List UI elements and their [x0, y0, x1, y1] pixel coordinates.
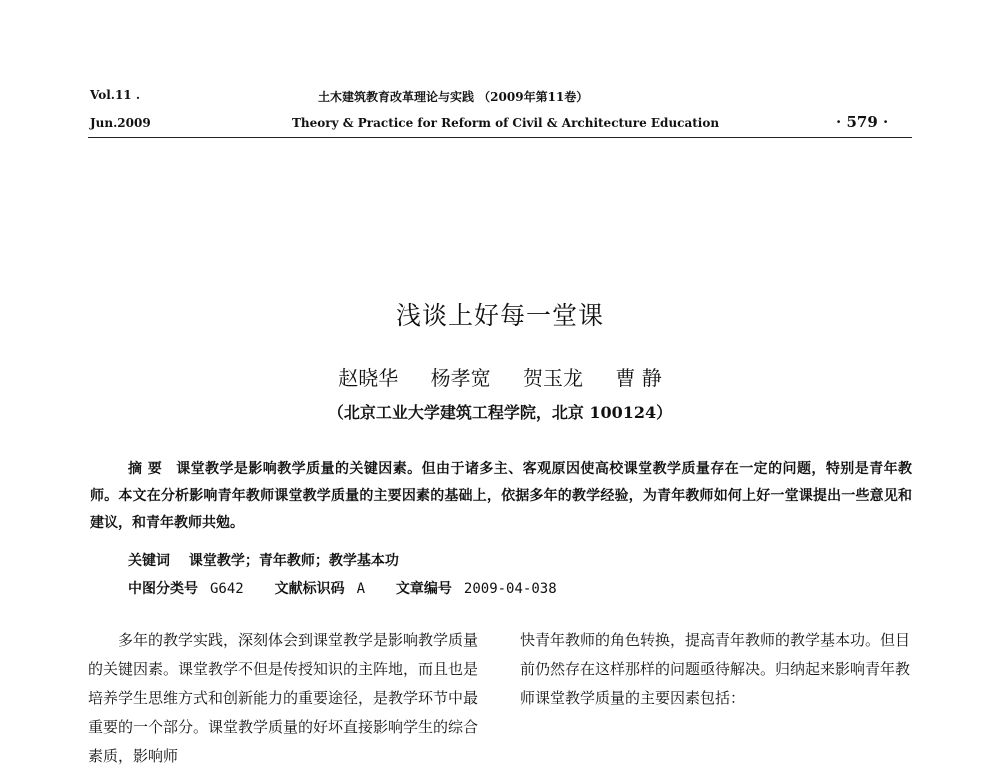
doc-code-label: 文献标识码	[274, 581, 345, 597]
body-column-right: 快青年教师的角色转换，提高青年教师的教学基本功。但目前仍然存在这样那样的问题亟待解决。归纳起来影响青年教师课堂教学质量的主要因素包括：	[520, 631, 911, 707]
page-number: · 579 ·	[836, 113, 889, 131]
volume-label: Vol.11 .	[90, 88, 141, 102]
article-number-label: 文章编号	[395, 581, 452, 597]
abstract	[90, 456, 912, 537]
clc-label: 中图分类号	[128, 581, 198, 597]
journal-title-en: Theory & Practice for Reform of Civil & Architecture Education	[292, 116, 720, 130]
clc-value: G642	[210, 581, 244, 597]
abstract-label: 摘 要	[128, 461, 163, 477]
keywords	[128, 550, 399, 570]
article-number-value: 2009-04-038	[463, 581, 557, 597]
author-name: 贺玉龙	[523, 366, 583, 390]
body-column-left: 多年的教学实践，深刻体会到课堂教学是影响教学质量的关键因素。课堂教学不但是传授知识的主阵地，而且也是培养学生思维方式和创新能力的重要途径，是教学环节中最重要的一个部分。课堂教学质量的好坏直接影响学生的综合素质，影响师	[88, 631, 479, 765]
doc-code-value: A	[356, 581, 366, 597]
author-name: 杨孝宽	[430, 366, 491, 390]
abstract-text: 课堂教学是影响教学质量的关键因素。但由于诸多主、客观原因使高校课堂教学质量存在一定的问题，特别是青年教师。本文在分析影响青年教师课堂教学质量的主要因素的基础上，依据多年的教学经验，为青年教师如何上好一堂课提出一些意见和建议，和青年教师共勉。	[90, 461, 913, 531]
journal-title-cn: 土木建筑教育改革理论与实践 （2009年第11卷）	[318, 90, 589, 104]
keywords-label: 关键词	[128, 553, 170, 569]
classification-line	[128, 578, 583, 598]
author-list	[0, 362, 1000, 391]
issue-date: Jun.2009	[90, 116, 151, 130]
header-rule	[88, 137, 912, 138]
author-name: 赵晓华	[338, 366, 399, 390]
article-title: 浅谈上好每一堂课	[395, 301, 604, 330]
keywords-text: 课堂教学；青年教师；教学基本功	[188, 553, 399, 569]
author-name: 曹 静	[615, 366, 662, 390]
affiliation: （北京工业大学建筑工程学院，北京 100124）	[327, 403, 673, 422]
